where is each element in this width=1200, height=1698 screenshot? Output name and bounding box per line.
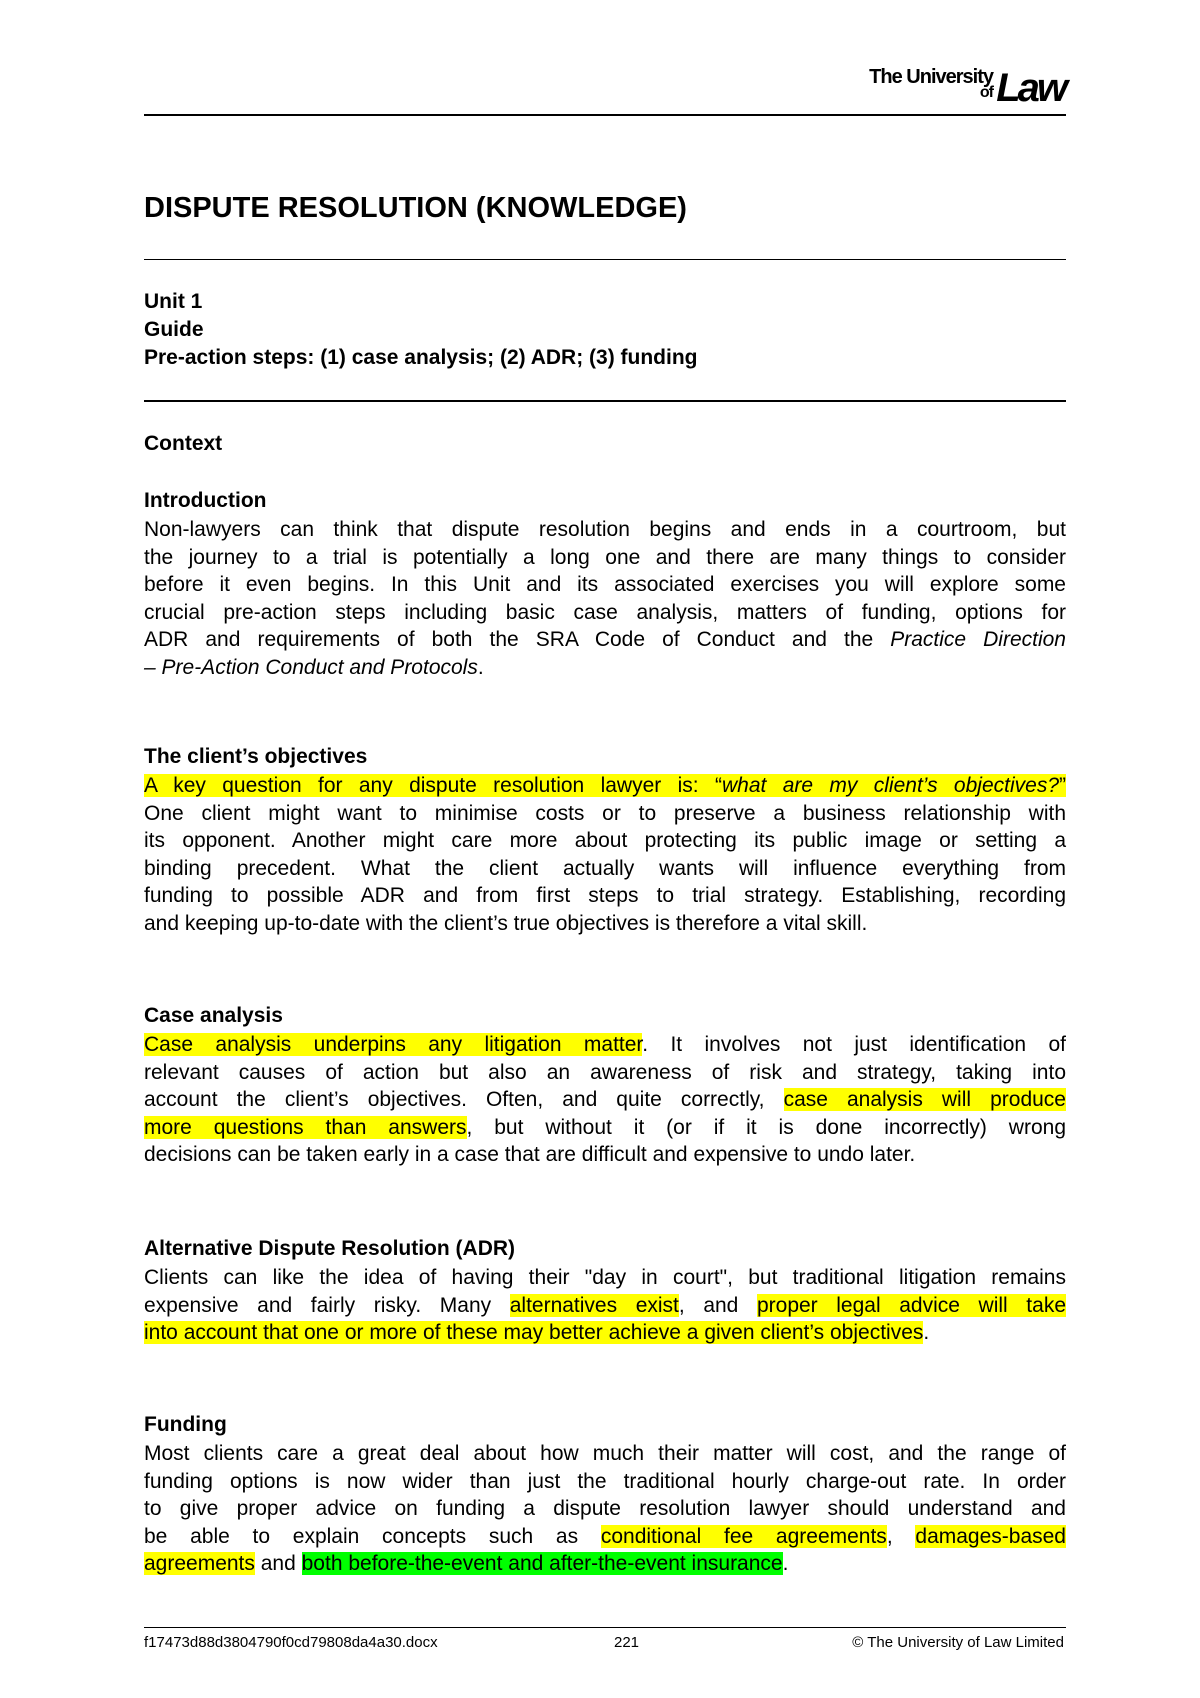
highlight-yellow: agreements	[144, 1552, 255, 1576]
intro-line: – Pre-Action Conduct and Protocols.	[144, 655, 484, 679]
highlight-yellow: damages-based	[915, 1524, 1066, 1548]
objectives-heading: The client’s objectives	[144, 745, 368, 768]
case-line: Case analysis underpins any litigation matter. It involves not just identification of	[144, 1033, 1067, 1056]
objectives-line: One client might want to minimise costs or to preserve a business relationship with	[144, 801, 1066, 825]
footer-filename: f17473d88d3804790f0cd79808da4a30.docx	[144, 1634, 438, 1651]
funding-line: be able to explain concepts such as conditional fee agreements, damages-based	[144, 1524, 1066, 1548]
context-heading: Context	[144, 432, 223, 455]
funding-line: Most clients care a great deal about how much their matter will cost, and the range of	[144, 1442, 1066, 1465]
objectives-line: funding to possible ADR and from first steps to trial strategy. Establishing, recording	[144, 884, 1066, 908]
adr-line: into account that one or more of these may better achieve a given client’s objectives.	[144, 1321, 930, 1345]
objectives-line: its opponent. Another might care more about protecting its public image or setting a	[144, 829, 1066, 853]
funding-heading: Funding	[144, 1413, 227, 1436]
footer-page-number: 221	[614, 1634, 640, 1651]
unit-subtitle: Pre-action steps: (1) case analysis; (2) ADR; (3) funding	[144, 346, 698, 369]
intro-line: Non-lawyers can think that dispute resolution begins and ends in a courtroom, but	[144, 518, 1066, 541]
intro-line: crucial pre-action steps including basic case analysis, matters of funding, options for	[144, 600, 1066, 624]
highlight-yellow: proper legal advice will take	[756, 1293, 1066, 1317]
highlight-yellow: case analysis will produce	[783, 1088, 1066, 1112]
practice-direction-ref: Practice Direction	[890, 628, 1066, 652]
funding-line: agreements and both before-the-event and after-the-event insurance.	[144, 1552, 789, 1576]
adr-paragraph	[144, 1264, 1066, 1347]
highlight-yellow: alternatives exist	[509, 1293, 679, 1317]
document-title: DISPUTE RESOLUTION (KNOWLEDGE)	[144, 192, 687, 224]
objectives-line: and keeping up-to-date with the client’s true objectives is therefore a vital skill.	[144, 911, 868, 935]
highlight-yellow: A key question for any dispute resolution lawyer is: “what are my client’s objectives?”	[144, 774, 1066, 797]
logo-text-law: Law	[996, 66, 1065, 110]
highlight-yellow: more questions than answers	[144, 1115, 467, 1139]
unit-block	[144, 288, 698, 372]
funding-paragraph	[144, 1440, 1066, 1578]
objectives-paragraph	[144, 772, 1066, 938]
case-line: account the client’s objectives. Often, and quite correctly, case analysis will produce	[144, 1088, 1066, 1112]
objectives-line: binding precedent. What the client actually wants will influence everything from	[144, 856, 1066, 880]
case-analysis-heading: Case analysis	[144, 1004, 283, 1027]
intro-line: before it even begins. In this Unit and its associated exercises you will explore some	[144, 573, 1066, 597]
funding-line: funding options is now wider than just the traditional hourly charge-out rate. In order	[144, 1469, 1066, 1493]
logo-text-university: The University	[869, 66, 993, 88]
pre-action-ref: – Pre-Action Conduct and Protocols	[144, 655, 478, 679]
unit-guide: Guide	[144, 318, 204, 341]
adr-heading: Alternative Dispute Resolution (ADR)	[144, 1237, 516, 1260]
highlight-green: both before-the-event and after-the-event insurance	[301, 1552, 783, 1576]
university-of-law-logo	[845, 66, 1065, 108]
highlight-yellow: conditional fee agreements	[600, 1524, 887, 1548]
footer-rule	[144, 1627, 1066, 1628]
objectives-line	[144, 772, 1066, 800]
case-analysis-paragraph	[144, 1031, 1066, 1169]
title-rule	[144, 259, 1066, 260]
adr-line: expensive and fairly risky. Many alternatives exist, and proper legal advice will take	[144, 1293, 1066, 1317]
adr-line: Clients can like the idea of having their "day in court", but traditional litigation remains	[144, 1266, 1066, 1289]
unit-rule	[144, 400, 1066, 402]
footer-copyright: © The University of Law Limited	[852, 1634, 1064, 1651]
case-line: relevant causes of action but also an awareness of risk and strategy, taking into	[144, 1060, 1066, 1084]
header-rule	[144, 114, 1066, 116]
highlight-yellow: Case analysis underpins any litigation matter	[144, 1033, 643, 1056]
logo-text-of: of	[979, 84, 993, 101]
case-line: more questions than answers, but without it (or if it is done incorrectly) wrong	[144, 1115, 1067, 1139]
unit-number: Unit 1	[144, 290, 203, 313]
case-line: decisions can be taken early in a case that are difficult and expensive to undo later.	[144, 1143, 916, 1167]
introduction-heading: Introduction	[144, 489, 267, 512]
funding-line: to give proper advice on funding a dispute resolution lawyer should understand and	[144, 1497, 1066, 1521]
intro-line: ADR and requirements of both the SRA Code of Conduct and the Practice Direction	[144, 628, 1066, 652]
highlight-yellow: into account that one or more of these may better achieve a given client’s objectives	[144, 1321, 924, 1345]
intro-line: the journey to a trial is potentially a long one and there are many things to consider	[144, 545, 1066, 569]
introduction-paragraph	[144, 516, 1066, 682]
